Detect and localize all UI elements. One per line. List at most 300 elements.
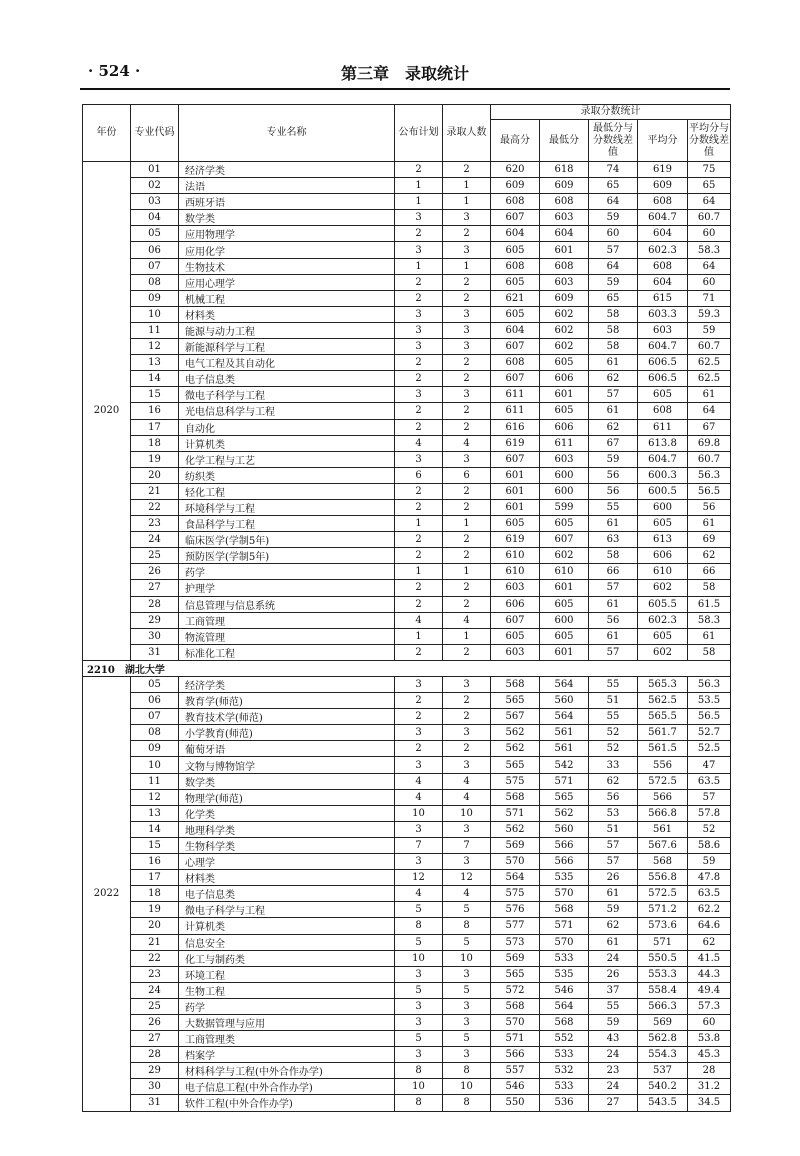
year-cell: 2020 bbox=[83, 162, 131, 661]
name-cell: 能源与动力工程 bbox=[179, 322, 395, 338]
code-cell: 14 bbox=[131, 371, 179, 387]
min-cell: 605 bbox=[540, 355, 589, 371]
admitted-cell: 4 bbox=[443, 773, 491, 789]
avg-diff-cell: 59 bbox=[688, 854, 731, 870]
avg-diff-cell: 44.3 bbox=[688, 966, 731, 982]
plan-cell: 2 bbox=[395, 580, 443, 596]
min-diff-cell: 51 bbox=[589, 821, 638, 837]
min-diff-cell: 61 bbox=[589, 628, 638, 644]
col-header-stats-group: 录取分数统计 bbox=[491, 105, 731, 120]
min-cell: 535 bbox=[540, 966, 589, 982]
code-cell: 16 bbox=[131, 403, 179, 419]
name-cell: 应用物理学 bbox=[179, 226, 395, 242]
avg-diff-cell: 58 bbox=[688, 580, 731, 596]
table-row bbox=[83, 371, 731, 387]
plan-cell: 3 bbox=[395, 210, 443, 226]
plan-cell: 2 bbox=[395, 644, 443, 660]
plan-cell: 6 bbox=[395, 467, 443, 483]
name-cell: 信息安全 bbox=[179, 934, 395, 950]
max-cell: 570 bbox=[491, 1014, 540, 1030]
min-cell: 568 bbox=[540, 1014, 589, 1030]
min-cell: 570 bbox=[540, 886, 589, 902]
code-cell: 12 bbox=[131, 339, 179, 355]
name-cell: 物理学(师范) bbox=[179, 789, 395, 805]
name-cell: 化学类 bbox=[179, 805, 395, 821]
table-row bbox=[83, 210, 731, 226]
max-cell: 575 bbox=[491, 773, 540, 789]
avg-diff-cell: 61 bbox=[688, 516, 731, 532]
plan-cell: 2 bbox=[395, 162, 443, 178]
code-cell: 27 bbox=[131, 580, 179, 596]
avg-cell: 565.5 bbox=[638, 709, 688, 725]
year-cell: 2022 bbox=[83, 677, 131, 1112]
min-cell: 599 bbox=[540, 499, 589, 515]
min-cell: 564 bbox=[540, 677, 589, 693]
avg-cell: 602.3 bbox=[638, 242, 688, 258]
min-diff-cell: 58 bbox=[589, 322, 638, 338]
avg-diff-cell: 64 bbox=[688, 258, 731, 274]
table-row bbox=[83, 451, 731, 467]
plan-cell: 2 bbox=[395, 403, 443, 419]
plan-cell: 5 bbox=[395, 982, 443, 998]
table-row bbox=[83, 1095, 731, 1111]
max-cell: 601 bbox=[491, 467, 540, 483]
min-diff-cell: 56 bbox=[589, 789, 638, 805]
min-diff-cell: 24 bbox=[589, 950, 638, 966]
min-cell: 608 bbox=[540, 194, 589, 210]
max-cell: 605 bbox=[491, 242, 540, 258]
code-cell: 11 bbox=[131, 322, 179, 338]
admitted-cell: 3 bbox=[443, 210, 491, 226]
admitted-cell: 2 bbox=[443, 580, 491, 596]
plan-cell: 2 bbox=[395, 483, 443, 499]
plan-cell: 2 bbox=[395, 596, 443, 612]
avg-cell: 561 bbox=[638, 821, 688, 837]
plan-cell: 8 bbox=[395, 1095, 443, 1111]
admitted-cell: 3 bbox=[443, 998, 491, 1014]
avg-diff-cell: 31.2 bbox=[688, 1079, 731, 1095]
min-cell: 561 bbox=[540, 725, 589, 741]
name-cell: 药学 bbox=[179, 998, 395, 1014]
admitted-cell: 4 bbox=[443, 612, 491, 628]
plan-cell: 8 bbox=[395, 918, 443, 934]
table-row bbox=[83, 950, 731, 966]
admitted-cell: 5 bbox=[443, 1031, 491, 1047]
code-cell: 04 bbox=[131, 210, 179, 226]
name-cell: 教育技术学(师范) bbox=[179, 709, 395, 725]
code-cell: 09 bbox=[131, 290, 179, 306]
min-cell: 566 bbox=[540, 837, 589, 853]
admitted-cell: 2 bbox=[443, 532, 491, 548]
code-cell: 07 bbox=[131, 709, 179, 725]
code-cell: 15 bbox=[131, 837, 179, 853]
avg-cell: 613.8 bbox=[638, 435, 688, 451]
avg-diff-cell: 61 bbox=[688, 387, 731, 403]
code-cell: 03 bbox=[131, 194, 179, 210]
plan-cell: 4 bbox=[395, 773, 443, 789]
min-cell: 607 bbox=[540, 532, 589, 548]
max-cell: 619 bbox=[491, 435, 540, 451]
code-cell: 28 bbox=[131, 596, 179, 612]
table-row bbox=[83, 1079, 731, 1095]
avg-diff-cell: 60.7 bbox=[688, 210, 731, 226]
max-cell: 616 bbox=[491, 419, 540, 435]
min-diff-cell: 74 bbox=[589, 162, 638, 178]
table-row bbox=[83, 966, 731, 982]
avg-cell: 604.7 bbox=[638, 210, 688, 226]
min-diff-cell: 61 bbox=[589, 596, 638, 612]
avg-cell: 604 bbox=[638, 226, 688, 242]
max-cell: 609 bbox=[491, 178, 540, 194]
avg-cell: 619 bbox=[638, 162, 688, 178]
admitted-cell: 12 bbox=[443, 870, 491, 886]
min-diff-cell: 65 bbox=[589, 178, 638, 194]
code-cell: 25 bbox=[131, 548, 179, 564]
table-row bbox=[83, 1014, 731, 1030]
plan-cell: 1 bbox=[395, 178, 443, 194]
table-row bbox=[83, 548, 731, 564]
min-cell: 533 bbox=[540, 950, 589, 966]
admitted-cell: 3 bbox=[443, 322, 491, 338]
col-header-avg: 平均分 bbox=[638, 120, 688, 162]
avg-cell: 553.3 bbox=[638, 966, 688, 982]
table-row bbox=[83, 837, 731, 853]
plan-cell: 1 bbox=[395, 564, 443, 580]
code-cell: 18 bbox=[131, 886, 179, 902]
code-cell: 01 bbox=[131, 162, 179, 178]
avg-diff-cell: 60 bbox=[688, 274, 731, 290]
min-diff-cell: 51 bbox=[589, 693, 638, 709]
max-cell: 550 bbox=[491, 1095, 540, 1111]
avg-diff-cell: 69.8 bbox=[688, 435, 731, 451]
max-cell: 565 bbox=[491, 966, 540, 982]
avg-diff-cell: 62 bbox=[688, 548, 731, 564]
code-cell: 06 bbox=[131, 693, 179, 709]
admitted-cell: 1 bbox=[443, 564, 491, 580]
avg-diff-cell: 61 bbox=[688, 628, 731, 644]
code-cell: 20 bbox=[131, 467, 179, 483]
table-row bbox=[83, 339, 731, 355]
min-cell: 605 bbox=[540, 628, 589, 644]
min-cell: 571 bbox=[540, 773, 589, 789]
min-cell: 609 bbox=[540, 290, 589, 306]
table-row bbox=[83, 934, 731, 950]
admitted-cell: 4 bbox=[443, 886, 491, 902]
min-diff-cell: 55 bbox=[589, 998, 638, 1014]
table-row bbox=[83, 322, 731, 338]
name-cell: 法语 bbox=[179, 178, 395, 194]
name-cell: 自动化 bbox=[179, 419, 395, 435]
max-cell: 570 bbox=[491, 854, 540, 870]
admitted-cell: 8 bbox=[443, 918, 491, 934]
avg-diff-cell: 53.5 bbox=[688, 693, 731, 709]
name-cell: 应用心理学 bbox=[179, 274, 395, 290]
avg-diff-cell: 60.7 bbox=[688, 451, 731, 467]
max-cell: 608 bbox=[491, 258, 540, 274]
code-cell: 26 bbox=[131, 564, 179, 580]
avg-cell: 562.8 bbox=[638, 1031, 688, 1047]
min-cell: 542 bbox=[540, 757, 589, 773]
min-cell: 601 bbox=[540, 242, 589, 258]
table-row bbox=[83, 612, 731, 628]
name-cell: 信息管理与信息系统 bbox=[179, 596, 395, 612]
min-diff-cell: 37 bbox=[589, 982, 638, 998]
plan-cell: 4 bbox=[395, 435, 443, 451]
admitted-cell: 6 bbox=[443, 467, 491, 483]
min-diff-cell: 56 bbox=[589, 467, 638, 483]
max-cell: 603 bbox=[491, 644, 540, 660]
avg-cell: 615 bbox=[638, 290, 688, 306]
max-cell: 607 bbox=[491, 612, 540, 628]
min-cell: 560 bbox=[540, 821, 589, 837]
max-cell: 571 bbox=[491, 1031, 540, 1047]
table-row bbox=[83, 194, 731, 210]
min-cell: 533 bbox=[540, 1079, 589, 1095]
name-cell: 化工与制药类 bbox=[179, 950, 395, 966]
max-cell: 601 bbox=[491, 499, 540, 515]
code-cell: 31 bbox=[131, 1095, 179, 1111]
name-cell: 工商管理类 bbox=[179, 1031, 395, 1047]
plan-cell: 1 bbox=[395, 628, 443, 644]
min-cell: 609 bbox=[540, 178, 589, 194]
admitted-cell: 8 bbox=[443, 1095, 491, 1111]
col-header-min-diff: 最低分与分数线差值 bbox=[589, 120, 638, 162]
admitted-cell: 3 bbox=[443, 677, 491, 693]
min-diff-cell: 64 bbox=[589, 258, 638, 274]
table-row bbox=[83, 918, 731, 934]
min-cell: 536 bbox=[540, 1095, 589, 1111]
admitted-cell: 3 bbox=[443, 242, 491, 258]
plan-cell: 3 bbox=[395, 451, 443, 467]
table-row bbox=[83, 403, 731, 419]
min-cell: 565 bbox=[540, 789, 589, 805]
name-cell: 物流管理 bbox=[179, 628, 395, 644]
table-row bbox=[83, 162, 731, 178]
min-cell: 533 bbox=[540, 1047, 589, 1063]
min-diff-cell: 62 bbox=[589, 371, 638, 387]
max-cell: 565 bbox=[491, 757, 540, 773]
name-cell: 计算机类 bbox=[179, 918, 395, 934]
name-cell: 软件工程(中外合作办学) bbox=[179, 1095, 395, 1111]
avg-diff-cell: 71 bbox=[688, 290, 731, 306]
code-cell: 23 bbox=[131, 966, 179, 982]
avg-cell: 602.3 bbox=[638, 612, 688, 628]
code-cell: 10 bbox=[131, 306, 179, 322]
avg-cell: 605.5 bbox=[638, 596, 688, 612]
admitted-cell: 3 bbox=[443, 757, 491, 773]
min-diff-cell: 57 bbox=[589, 242, 638, 258]
min-diff-cell: 61 bbox=[589, 516, 638, 532]
min-cell: 571 bbox=[540, 918, 589, 934]
code-cell: 25 bbox=[131, 998, 179, 1014]
admitted-cell: 3 bbox=[443, 725, 491, 741]
plan-cell: 2 bbox=[395, 290, 443, 306]
min-cell: 610 bbox=[540, 564, 589, 580]
avg-diff-cell: 34.5 bbox=[688, 1095, 731, 1111]
avg-diff-cell: 56 bbox=[688, 499, 731, 515]
name-cell: 生物工程 bbox=[179, 982, 395, 998]
max-cell: 603 bbox=[491, 580, 540, 596]
avg-cell: 605 bbox=[638, 387, 688, 403]
admitted-cell: 3 bbox=[443, 854, 491, 870]
name-cell: 纺织类 bbox=[179, 467, 395, 483]
admitted-cell: 1 bbox=[443, 258, 491, 274]
plan-cell: 4 bbox=[395, 789, 443, 805]
plan-cell: 3 bbox=[395, 854, 443, 870]
code-cell: 06 bbox=[131, 242, 179, 258]
code-cell: 29 bbox=[131, 612, 179, 628]
min-diff-cell: 61 bbox=[589, 403, 638, 419]
name-cell: 大数据管理与应用 bbox=[179, 1014, 395, 1030]
min-cell: 605 bbox=[540, 596, 589, 612]
page-number: · 524 · bbox=[88, 62, 141, 80]
avg-cell: 561.5 bbox=[638, 741, 688, 757]
admitted-cell: 3 bbox=[443, 1014, 491, 1030]
table-row bbox=[83, 725, 731, 741]
col-header-min: 最低分 bbox=[540, 120, 589, 162]
plan-cell: 3 bbox=[395, 1047, 443, 1063]
min-cell: 606 bbox=[540, 371, 589, 387]
name-cell: 食品科学与工程 bbox=[179, 516, 395, 532]
min-cell: 604 bbox=[540, 226, 589, 242]
min-diff-cell: 57 bbox=[589, 854, 638, 870]
avg-diff-cell: 41.5 bbox=[688, 950, 731, 966]
col-header-code: 专业代码 bbox=[131, 105, 179, 162]
university-row bbox=[83, 660, 731, 676]
admitted-cell: 3 bbox=[443, 339, 491, 355]
table-row bbox=[83, 789, 731, 805]
col-header-avg-diff: 平均分与分数线差值 bbox=[688, 120, 731, 162]
table-row bbox=[83, 709, 731, 725]
table-row bbox=[83, 628, 731, 644]
min-cell: 600 bbox=[540, 467, 589, 483]
avg-cell: 561.7 bbox=[638, 725, 688, 741]
avg-diff-cell: 64 bbox=[688, 194, 731, 210]
min-diff-cell: 60 bbox=[589, 226, 638, 242]
code-cell: 16 bbox=[131, 854, 179, 870]
table-body bbox=[83, 162, 731, 1112]
min-cell: 602 bbox=[540, 322, 589, 338]
table-row bbox=[83, 982, 731, 998]
name-cell: 标准化工程 bbox=[179, 644, 395, 660]
avg-diff-cell: 52 bbox=[688, 821, 731, 837]
admitted-cell: 2 bbox=[443, 741, 491, 757]
min-diff-cell: 26 bbox=[589, 966, 638, 982]
table-row bbox=[83, 467, 731, 483]
avg-cell: 603 bbox=[638, 322, 688, 338]
min-cell: 564 bbox=[540, 998, 589, 1014]
avg-cell: 603.3 bbox=[638, 306, 688, 322]
min-cell: 603 bbox=[540, 210, 589, 226]
avg-cell: 543.5 bbox=[638, 1095, 688, 1111]
max-cell: 571 bbox=[491, 805, 540, 821]
min-diff-cell: 59 bbox=[589, 210, 638, 226]
name-cell: 电子信息类 bbox=[179, 371, 395, 387]
avg-diff-cell: 62 bbox=[688, 934, 731, 950]
plan-cell: 10 bbox=[395, 805, 443, 821]
max-cell: 620 bbox=[491, 162, 540, 178]
name-cell: 预防医学(学制5年) bbox=[179, 548, 395, 564]
min-diff-cell: 58 bbox=[589, 306, 638, 322]
code-cell: 07 bbox=[131, 258, 179, 274]
avg-diff-cell: 63.5 bbox=[688, 886, 731, 902]
code-cell: 02 bbox=[131, 178, 179, 194]
max-cell: 610 bbox=[491, 548, 540, 564]
max-cell: 601 bbox=[491, 483, 540, 499]
table-row bbox=[83, 902, 731, 918]
name-cell: 计算机类 bbox=[179, 435, 395, 451]
max-cell: 575 bbox=[491, 886, 540, 902]
name-cell: 经济学类 bbox=[179, 162, 395, 178]
min-cell: 564 bbox=[540, 709, 589, 725]
name-cell: 电气工程及其自动化 bbox=[179, 355, 395, 371]
min-cell: 560 bbox=[540, 693, 589, 709]
min-diff-cell: 61 bbox=[589, 355, 638, 371]
avg-cell: 605 bbox=[638, 628, 688, 644]
min-diff-cell: 57 bbox=[589, 580, 638, 596]
table-row bbox=[83, 644, 731, 660]
avg-cell: 604 bbox=[638, 274, 688, 290]
plan-cell: 2 bbox=[395, 499, 443, 515]
max-cell: 568 bbox=[491, 789, 540, 805]
name-cell: 葡萄牙语 bbox=[179, 741, 395, 757]
avg-diff-cell: 56.5 bbox=[688, 709, 731, 725]
min-diff-cell: 57 bbox=[589, 387, 638, 403]
admitted-cell: 3 bbox=[443, 387, 491, 403]
min-diff-cell: 62 bbox=[589, 773, 638, 789]
admitted-cell: 2 bbox=[443, 226, 491, 242]
min-diff-cell: 55 bbox=[589, 677, 638, 693]
name-cell: 环境科学与工程 bbox=[179, 499, 395, 515]
max-cell: 577 bbox=[491, 918, 540, 934]
admitted-cell: 2 bbox=[443, 483, 491, 499]
plan-cell: 2 bbox=[395, 741, 443, 757]
admitted-cell: 4 bbox=[443, 435, 491, 451]
admitted-cell: 1 bbox=[443, 628, 491, 644]
max-cell: 573 bbox=[491, 934, 540, 950]
name-cell: 材料类 bbox=[179, 870, 395, 886]
avg-diff-cell: 60.7 bbox=[688, 339, 731, 355]
col-header-year: 年份 bbox=[83, 105, 131, 162]
min-diff-cell: 24 bbox=[589, 1079, 638, 1095]
code-cell: 11 bbox=[131, 773, 179, 789]
code-cell: 05 bbox=[131, 226, 179, 242]
code-cell: 23 bbox=[131, 516, 179, 532]
plan-cell: 5 bbox=[395, 902, 443, 918]
avg-diff-cell: 66 bbox=[688, 564, 731, 580]
avg-cell: 600.5 bbox=[638, 483, 688, 499]
table-row bbox=[83, 757, 731, 773]
admitted-cell: 4 bbox=[443, 789, 491, 805]
admitted-cell: 10 bbox=[443, 805, 491, 821]
admitted-cell: 5 bbox=[443, 982, 491, 998]
avg-diff-cell: 75 bbox=[688, 162, 731, 178]
header-rule bbox=[80, 88, 730, 90]
avg-diff-cell: 56.3 bbox=[688, 677, 731, 693]
avg-cell: 609 bbox=[638, 178, 688, 194]
plan-cell: 3 bbox=[395, 725, 443, 741]
min-diff-cell: 61 bbox=[589, 934, 638, 950]
max-cell: 562 bbox=[491, 821, 540, 837]
avg-cell: 572.5 bbox=[638, 773, 688, 789]
table-row bbox=[83, 290, 731, 306]
table-row bbox=[83, 242, 731, 258]
avg-cell: 602 bbox=[638, 580, 688, 596]
admitted-cell: 5 bbox=[443, 902, 491, 918]
max-cell: 610 bbox=[491, 564, 540, 580]
name-cell: 电子信息工程(中外合作办学) bbox=[179, 1079, 395, 1095]
max-cell: 621 bbox=[491, 290, 540, 306]
